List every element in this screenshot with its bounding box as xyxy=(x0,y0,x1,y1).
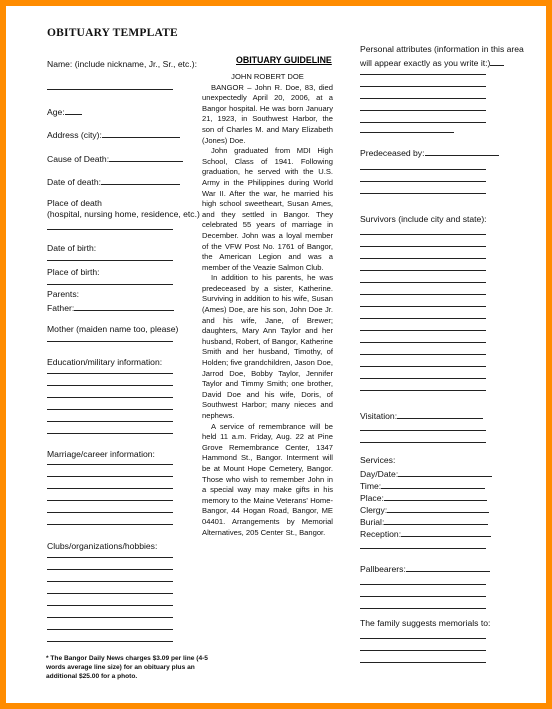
address-field-row xyxy=(47,128,180,141)
survivors-label: Survivors (include city and state): xyxy=(360,214,487,224)
memorials-line[interactable] xyxy=(360,650,486,651)
pallbearers-line[interactable] xyxy=(360,608,486,609)
sample-paragraph: John graduated from MDI High School, Class of 1941. Following graduation, he served with the U.S. Army in the Philippines during World War II. After the war, he married his high school sweetheart, Susan Ames, and they settled in Bangor. They celebrated 55 years of marriage in December. John was a loyal member of the VFW Post No. 1761 of Bangor, the American Legion and was a member of the Veazie Salmon Club. xyxy=(202,146,333,272)
personal-row xyxy=(360,56,504,69)
page-title: OBITUARY TEMPLATE xyxy=(47,27,178,39)
cause-field-row xyxy=(47,152,183,165)
dob-field[interactable] xyxy=(47,260,173,261)
education-line[interactable] xyxy=(47,433,173,434)
personal-line[interactable] xyxy=(360,110,486,111)
education-line[interactable] xyxy=(47,397,173,398)
pricing-footnote: * The Bangor Daily News charges $3.09 per line (4-5 words average line size) for an obituary plus an additional $25.00 for a photo. xyxy=(46,655,208,681)
education-line[interactable] xyxy=(47,373,173,374)
daydate-label: Day/Date: xyxy=(360,469,399,479)
address-label: Address (city): xyxy=(47,130,102,140)
visitation-line[interactable] xyxy=(360,430,486,431)
survivors-line[interactable] xyxy=(360,378,486,379)
visitation-row xyxy=(360,409,483,422)
personal-line[interactable] xyxy=(360,74,486,75)
age-label: Age: xyxy=(47,107,65,117)
marriage-line[interactable] xyxy=(47,476,173,477)
services-label: Services: xyxy=(360,455,396,465)
marriage-line[interactable] xyxy=(47,512,173,513)
predeceased-field[interactable] xyxy=(425,146,499,156)
survivors-line[interactable] xyxy=(360,270,486,271)
father-row xyxy=(47,301,174,314)
pob-label: Place of birth: xyxy=(47,267,100,277)
pallbearers-field[interactable] xyxy=(406,562,490,572)
mother-label: Mother (maiden name too, please) xyxy=(47,324,179,334)
form-sheet xyxy=(6,6,546,703)
personal-line[interactable] xyxy=(360,98,486,99)
survivors-line[interactable] xyxy=(360,306,486,307)
name-label: Name: (include nickname, Jr., Sr., etc.): xyxy=(47,59,197,69)
sample-obituary xyxy=(202,72,333,538)
guideline-heading: OBITUARY GUIDELINE xyxy=(236,55,332,65)
reception-line[interactable] xyxy=(360,548,486,549)
address-field[interactable] xyxy=(102,128,180,138)
education-label: Education/military information: xyxy=(47,357,163,367)
age-field[interactable] xyxy=(65,105,82,115)
personal-line[interactable] xyxy=(360,86,486,87)
predeceased-line[interactable] xyxy=(360,169,486,170)
personal-label: Personal attributes (information in this area xyxy=(360,44,524,54)
education-line[interactable] xyxy=(47,409,173,410)
survivors-line[interactable] xyxy=(360,354,486,355)
parents-label: Parents: xyxy=(47,289,80,299)
clubs-line[interactable] xyxy=(47,617,173,618)
burial-label: Burial: xyxy=(360,517,385,527)
personal-field[interactable] xyxy=(490,56,504,66)
sample-paragraph: A service of remembrance will be held 11 a.m. Friday, Aug. 22 at Pine Grove Remembrance Center, 1347 Hammond St., Bangor. Interment will be at Mount Hope Cemetery, Bangor. Those who wish to remember John in a special way may make gifts in his memory to the Maine Veterans' Home-Bangor, 44 Hogan Road, Bangor, ME 04401. Arrangements by Memorial Alternatives, 205 Center St., Bangor. xyxy=(202,421,333,537)
visitation-line[interactable] xyxy=(360,442,486,443)
predeceased-line[interactable] xyxy=(360,181,486,182)
dob-label: Date of birth: xyxy=(47,243,97,253)
pallbearers-row xyxy=(360,562,490,575)
time-label: Time: xyxy=(360,481,382,491)
clergy-field[interactable] xyxy=(387,503,489,513)
predeceased-row xyxy=(360,146,499,159)
survivors-line[interactable] xyxy=(360,282,486,283)
marriage-label: Marriage/career information: xyxy=(47,449,155,459)
time-field[interactable] xyxy=(381,479,485,489)
survivors-line[interactable] xyxy=(360,390,486,391)
burial-field[interactable] xyxy=(384,515,488,525)
reception-row xyxy=(360,527,491,540)
cause-label: Cause of Death: xyxy=(47,154,110,164)
education-line[interactable] xyxy=(47,421,173,422)
clubs-line[interactable] xyxy=(47,593,173,594)
clubs-line[interactable] xyxy=(47,557,173,558)
reception-label: Reception: xyxy=(360,529,402,539)
father-label: Father: xyxy=(47,303,75,313)
date-death-field[interactable] xyxy=(101,175,180,185)
pob-field[interactable] xyxy=(47,284,173,285)
sample-paragraph: BANGOR – John R. Doe, 83, died unexpectedly April 20, 2006, at a Bangor hospital. He was born January 21, 1923, in Southwest Harbor, the son of Charles M. and Mary Elizabeth (Jones) Doe. xyxy=(202,82,333,145)
place-death-field[interactable] xyxy=(47,229,173,230)
survivors-line[interactable] xyxy=(360,330,486,331)
clubs-line[interactable] xyxy=(47,641,173,642)
sample-name: JOHN ROBERT DOE xyxy=(231,72,304,81)
survivors-line[interactable] xyxy=(360,246,486,247)
survivors-line[interactable] xyxy=(360,318,486,319)
marriage-line[interactable] xyxy=(47,464,173,465)
reception-field[interactable] xyxy=(401,527,491,537)
cause-field[interactable] xyxy=(109,152,183,162)
name-field[interactable] xyxy=(47,89,173,90)
date-death-row xyxy=(47,175,180,188)
visitation-label: Visitation: xyxy=(360,411,398,421)
memorials-line[interactable] xyxy=(360,638,486,639)
survivors-line[interactable] xyxy=(360,342,486,343)
place-death-sublabel: (hospital, nursing home, residence, etc.) xyxy=(47,209,200,219)
daydate-field[interactable] xyxy=(398,467,492,477)
survivors-line[interactable] xyxy=(360,234,486,235)
personal-label-2: will appear exactly as you write it:) xyxy=(360,58,491,68)
clubs-line[interactable] xyxy=(47,569,173,570)
place-death-label: Place of death xyxy=(47,198,102,208)
mother-field[interactable] xyxy=(47,341,173,342)
date-death-label: Date of death: xyxy=(47,177,101,187)
place-field[interactable] xyxy=(384,491,487,501)
memorials-label: The family suggests memorials to: xyxy=(360,618,491,628)
survivors-line[interactable] xyxy=(360,366,486,367)
age-field-row xyxy=(47,105,82,118)
marriage-line[interactable] xyxy=(47,500,173,501)
personal-line[interactable] xyxy=(360,122,486,123)
clubs-line[interactable] xyxy=(47,605,173,606)
pallbearers-line[interactable] xyxy=(360,596,486,597)
pallbearers-label: Pallbearers: xyxy=(360,564,406,574)
personal-line[interactable] xyxy=(360,132,454,133)
survivors-line[interactable] xyxy=(360,294,486,295)
marriage-line[interactable] xyxy=(47,524,173,525)
predeceased-line[interactable] xyxy=(360,193,486,194)
memorials-line[interactable] xyxy=(360,662,486,663)
sample-paragraph: In addition to his parents, he was predeceased by a sister, Katherine. Surviving in addition to his wife, Susan (Ames) Doe, are his son, John Doe Jr. and his wife, Jane, of Brewer; daughters, Mary Ann Taylor and her husband, Robert, of Bangor, Katherine Smith and her husband, Timothy, of Holden; five grandchildren, Jason Doe, Jarrod Doe, Bobby Taylor, Jennifer Taylor and Timmy Smith; one brother, David Doe and his wife, Doris, of Southwest Harbor; many nieces and nephews. xyxy=(202,273,333,420)
visitation-field[interactable] xyxy=(397,409,483,419)
marriage-line[interactable] xyxy=(47,488,173,489)
survivors-line[interactable] xyxy=(360,258,486,259)
education-line[interactable] xyxy=(47,385,173,386)
clubs-line[interactable] xyxy=(47,629,173,630)
clergy-label: Clergy: xyxy=(360,505,388,515)
place-label: Place: xyxy=(360,493,384,503)
clubs-line[interactable] xyxy=(47,581,173,582)
predeceased-label: Predeceased by: xyxy=(360,148,425,158)
father-field[interactable] xyxy=(74,301,174,311)
clubs-label: Clubs/organizations/hobbies: xyxy=(47,541,158,551)
pallbearers-line[interactable] xyxy=(360,584,486,585)
